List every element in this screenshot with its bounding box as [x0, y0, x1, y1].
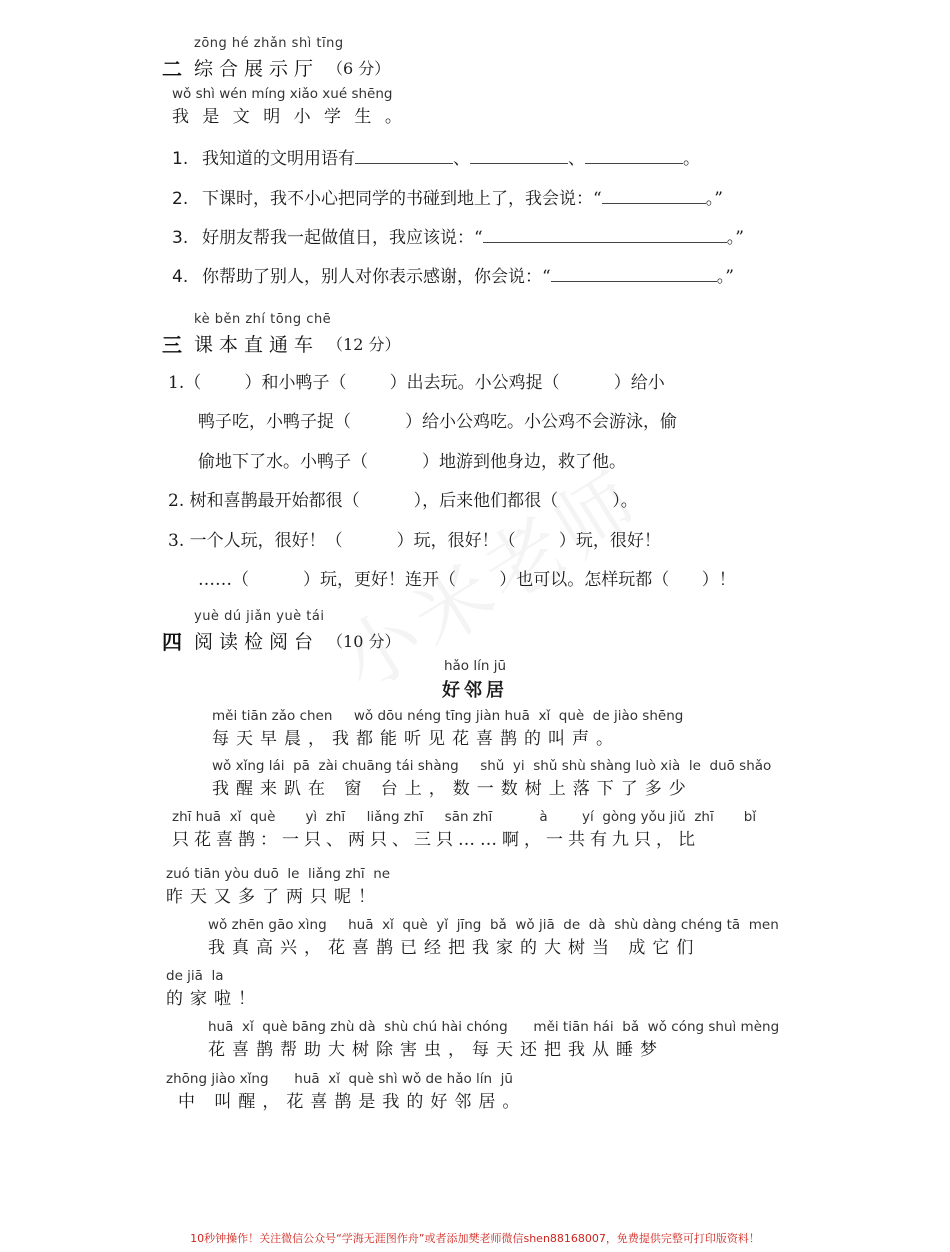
answer-blank[interactable] — [470, 149, 568, 164]
q-text: 你帮助了别人，别人对你表示感谢，你会说：“ — [202, 267, 551, 287]
sec2-sub-title: 我 是 文 明 小 学 生 。 — [172, 107, 406, 127]
q-text: 我知道的文明用语有 — [202, 149, 355, 169]
story-line-2: 我醒来趴在 窗 台上，数一数树上落下了多少 — [212, 779, 693, 799]
footer-notice: 10秒钟操作！关注微信公众号“学海无涯图作舟”或者添加樊老师微信shen88168007，免费提供完整可打印版资料！ — [190, 1232, 760, 1245]
section-2-score: （6 分） — [327, 58, 391, 78]
sec3-line-4: 2. 树和喜鹊最开始都很（ ），后来他们都很（ ）。 — [168, 491, 638, 511]
section-4-header — [158, 609, 400, 655]
section-2-title: 综合展示厅 — [194, 57, 320, 80]
section-4-number: 四 — [162, 629, 182, 654]
section-3-header — [158, 312, 400, 358]
story-line-8: 中 叫醒，花喜鹊是我的好邻居。 — [178, 1092, 527, 1112]
sec2-question-3 — [172, 223, 744, 248]
story-line-4: 昨天又多了两只呢！ — [166, 887, 382, 907]
q-number: 1. — [172, 149, 189, 169]
story-line-7: 花喜鹊帮助大树除害虫，每天还把我从睡梦 — [208, 1040, 664, 1060]
story-pinyin-5: wǒ zhēn gāo xìng huā xǐ què yǐ jīng bǎ wǒ jiā de dà shù dàng chéng tā men — [208, 917, 779, 933]
section-2-pinyin: zōng hé zhǎn shì tīng — [194, 36, 344, 51]
section-3-pinyin: kè běn zhí tōng chē — [194, 312, 332, 327]
story-pinyin-6: de jiā la — [166, 968, 224, 984]
story-pinyin-7: huā xǐ què bāng zhù dà shù chú hài chóng měi tiān hái bǎ wǒ cóng shuì mèng — [208, 1019, 780, 1035]
section-4-pinyin: yuè dú jiǎn yuè tái — [194, 609, 325, 624]
sec3-line-5: 3. 一个人玩，很好！（ ）玩，很好！（ ）玩，很好！ — [168, 531, 661, 551]
section-4-score: （10 分） — [327, 631, 401, 651]
section-4-title: 阅读检阅台 — [194, 630, 320, 653]
section-3-number: 三 — [162, 332, 182, 357]
section-2-header — [158, 36, 390, 82]
story-title-pinyin: hǎo lín jū — [443, 658, 507, 674]
sec2-question-4 — [172, 262, 734, 287]
q-end: 。” — [705, 189, 723, 209]
q-number: 3. — [172, 228, 189, 248]
sec3-line-2: 鸭子吃，小鸭子捉（ ）给小公鸡吃。小公鸡不会游泳，偷 — [198, 412, 678, 432]
q-text: 下课时，我不小心把同学的书碰到地上了，我会说：“ — [202, 189, 602, 209]
story-pinyin-3: zhī huā xǐ què yì zhī liǎng zhī sān zhī à yí gòng yǒu jiǔ zhī bǐ — [172, 809, 757, 825]
answer-blank[interactable] — [483, 228, 727, 243]
q-number: 4. — [172, 267, 189, 287]
sec2-question-2 — [172, 184, 723, 209]
q-number: 2. — [172, 189, 189, 209]
q-end: 。” — [716, 267, 734, 287]
sec2-sub-pinyin: wǒ shì wén míng xiǎo xué shēng — [172, 86, 393, 102]
story-pinyin-2: wǒ xǐng lái pā zài chuāng tái shàng shǔ yi shǔ shù shàng luò xià le duō shǎo — [212, 758, 772, 774]
sec3-line-6: ……（ ）玩，更好！连开（ ）也可以。怎样玩都（ ）！ — [198, 570, 736, 590]
sec2-question-1 — [172, 144, 700, 169]
answer-blank[interactable] — [551, 267, 717, 282]
story-title: 好邻居 — [442, 680, 508, 701]
sec3-line-3: 偷地下了水。小鸭子（ ）地游到他身边，救了他。 — [198, 452, 627, 472]
story-line-1: 每天早晨，我都能听见花喜鹊的叫声。 — [212, 729, 620, 749]
section-2-number: 二 — [162, 56, 182, 81]
story-pinyin-1: měi tiān zǎo chen wǒ dōu néng tīng jiàn huā xǐ què de jiào shēng — [212, 708, 684, 724]
story-pinyin-8: zhōng jiào xǐng huā xǐ què shì wǒ de hǎo lín jū — [166, 1071, 513, 1087]
sec3-line-1: 1.（ ）和小鸭子（ ）出去玩。小公鸡捉（ ）给小 — [168, 373, 665, 393]
q-sep: 、 — [568, 149, 585, 169]
story-line-6: 的家啦！ — [166, 989, 262, 1009]
answer-blank[interactable] — [602, 189, 706, 204]
answer-blank[interactable] — [355, 149, 453, 164]
section-3-score: （12 分） — [327, 334, 401, 354]
section-3-title: 课本直通车 — [194, 333, 320, 356]
q-text: 好朋友帮我一起做值日，我应该说：“ — [202, 228, 483, 248]
q-end: 。 — [683, 149, 700, 169]
story-line-5: 我真高兴，花喜鹊已经把我家的大树当 成它们 — [208, 938, 701, 958]
q-end: 。” — [726, 228, 744, 248]
q-sep: 、 — [453, 149, 470, 169]
story-line-3: 只花喜鹊：一只、两只、三只……啊，一共有九只，比 — [172, 830, 700, 850]
answer-blank[interactable] — [585, 149, 683, 164]
story-pinyin-4: zuó tiān yòu duō le liǎng zhī ne — [166, 866, 391, 882]
